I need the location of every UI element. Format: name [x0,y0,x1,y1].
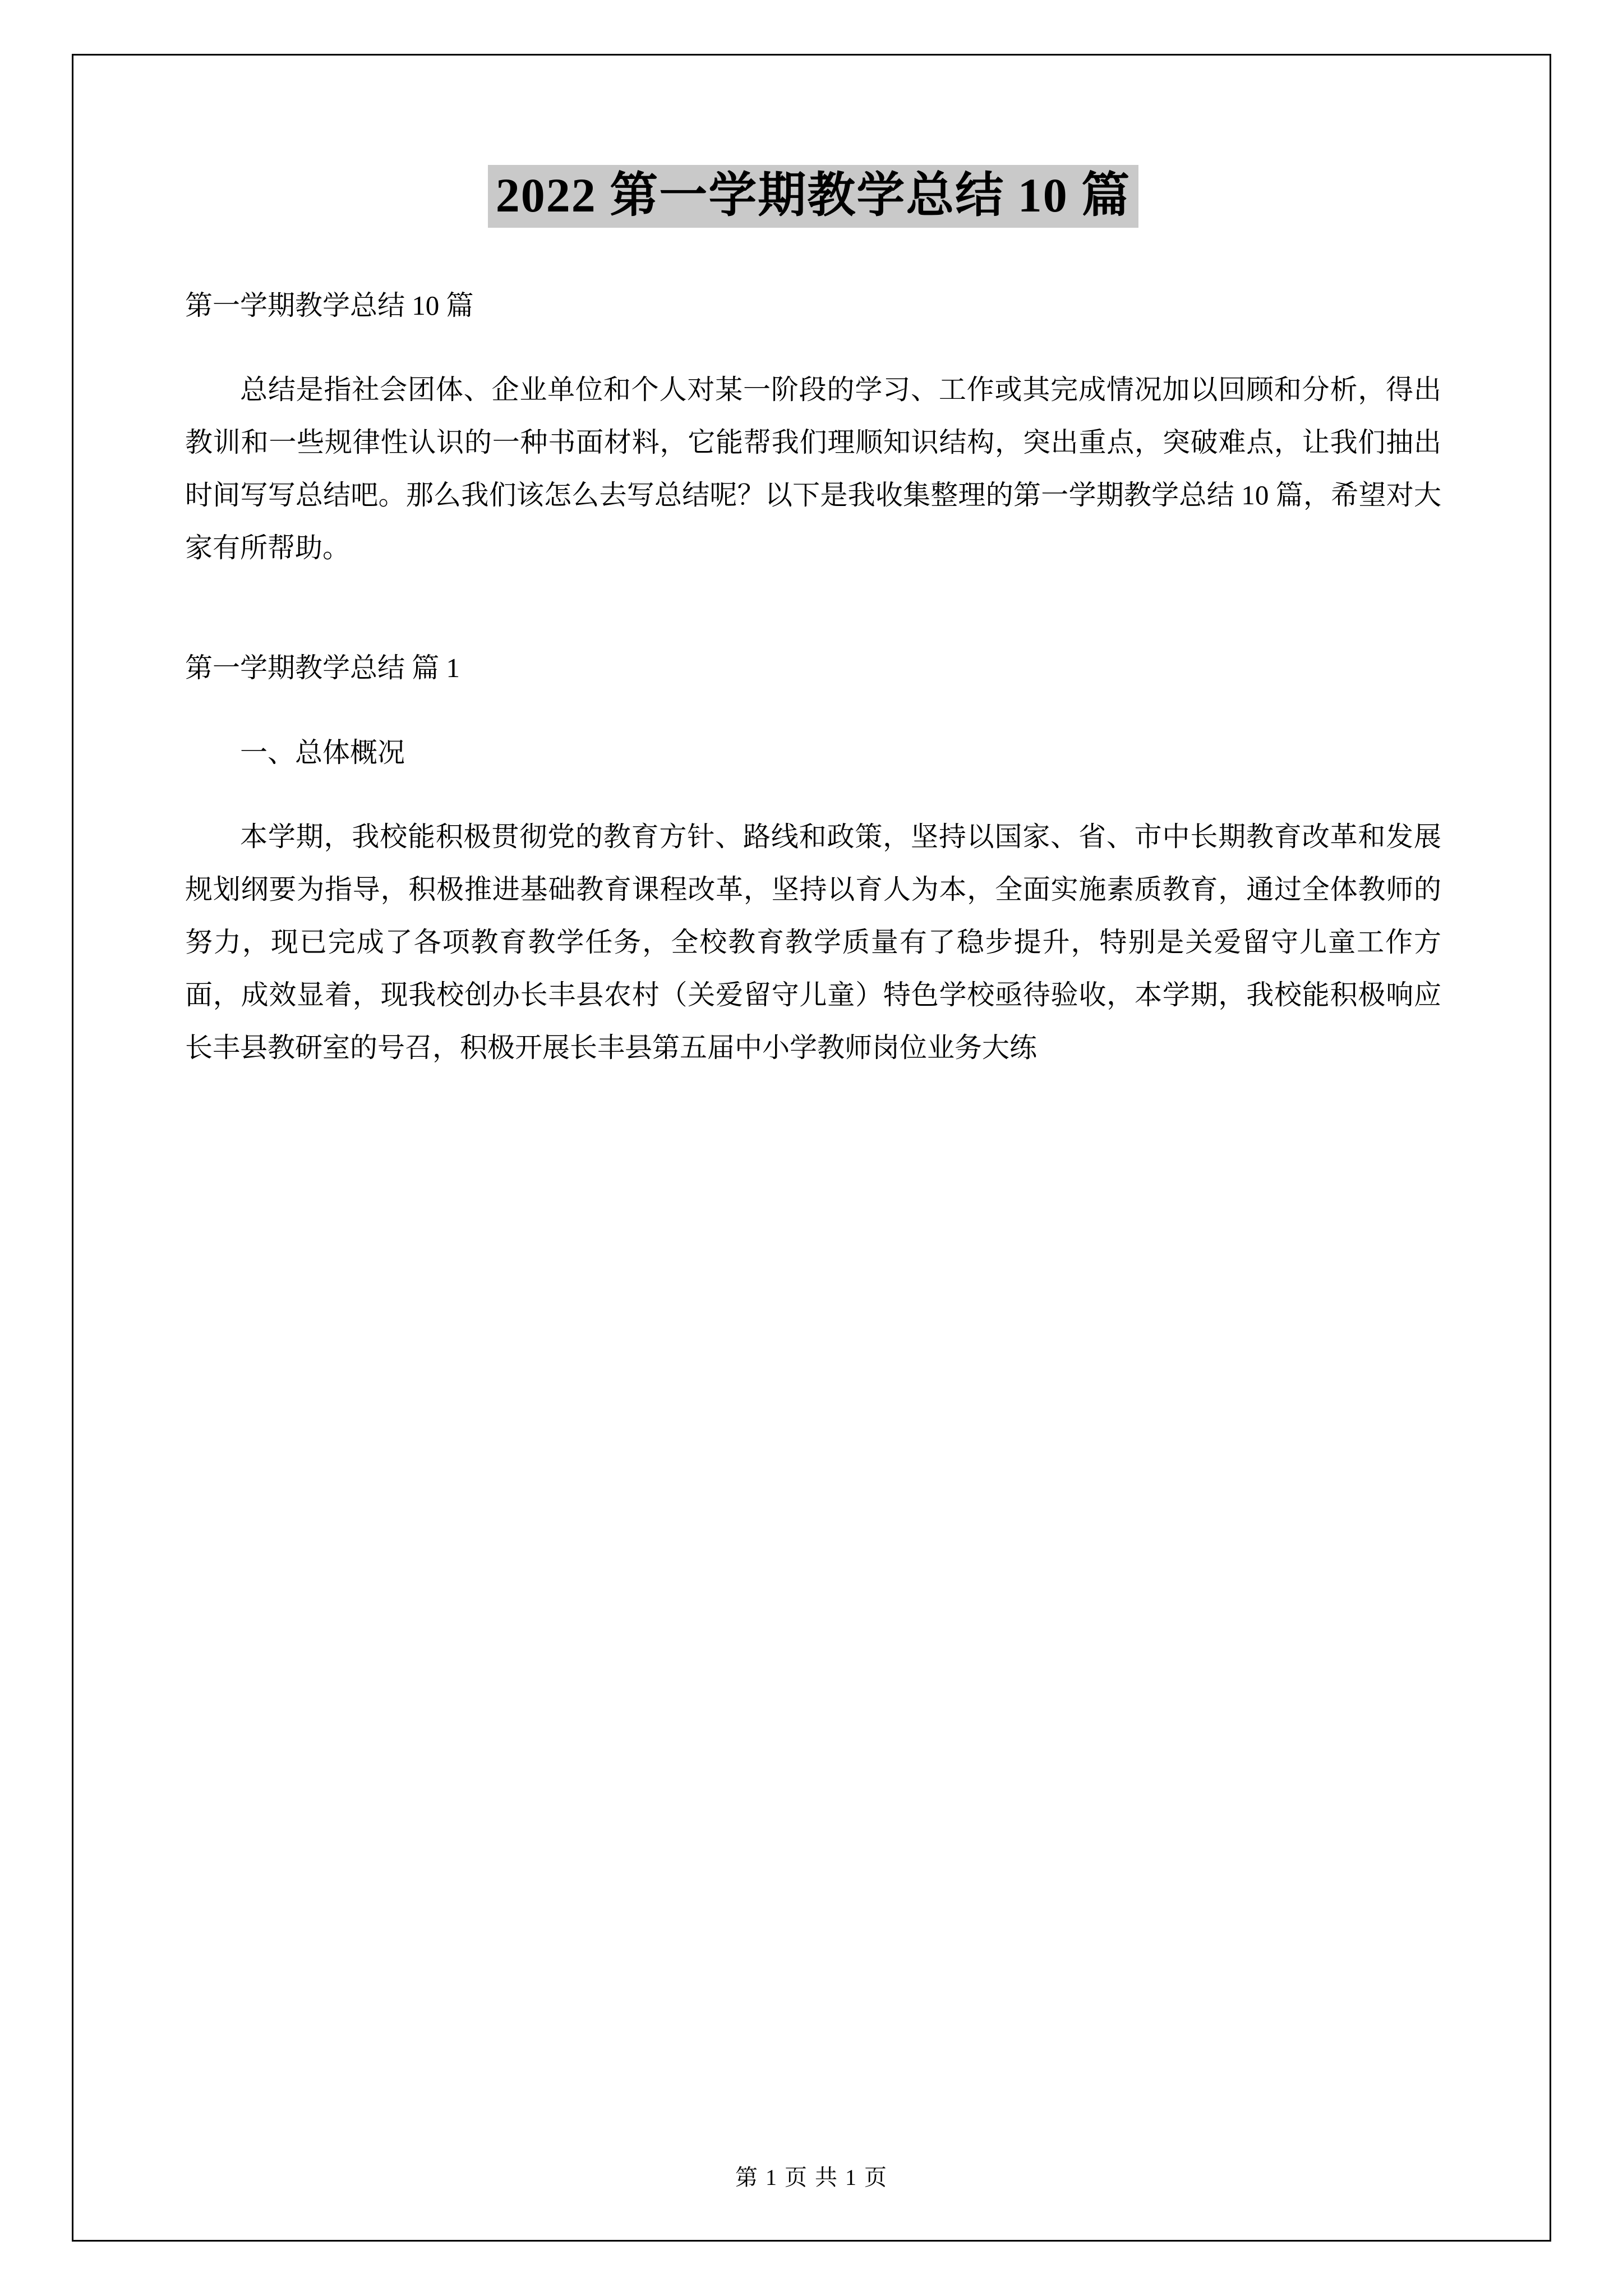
page-footer: 第 1 页 共 1 页 [735,2165,888,2190]
body-paragraph-1: 本学期，我校能积极贯彻党的教育方针、路线和政策，坚持以国家、省、市中长期教育改革和发展规划纲要为指导，积极推进基础教育课程改革，坚持以育人为本，全面实施素质教育，通过全体教师的努力，现已完成了各项教育教学任务，全校教育教学质量有了稳步提升，特别是关爱留守儿童工作方面，成效显着，现我校创办长丰县农村（关爱留守儿童）特色学校亟待验收，本学期，我校能积极响应长丰县教研室的号召，积极开展长丰县第五届中小学教师岗位业务大练 [185,821,1441,1063]
document-subtitle: 第一学期教学总结 10 篇 [185,290,474,321]
page-title-text: 2022 第一学期教学总结 10 篇 [488,165,1139,228]
intro-paragraph: 总结是指社会团体、企业单位和个人对某一阶段的学习、工作或其完成情况加以回顾和分析，得出教训和一些规律性认识的一种书面材料，它能帮我们理顺知识结构，突出重点，突破难点，让我们抽出时间写写总结吧。那么我们该怎么去写总结呢？以下是我收集整理的第一学期教学总结 10 篇，希望对大家有所帮助。 [185,374,1441,564]
subheading-overview: 一、总体概况 [240,737,405,768]
page-title [185,163,1441,228]
section-heading: 第一学期教学总结 篇 1 [185,652,460,684]
document-body [185,163,1441,1100]
